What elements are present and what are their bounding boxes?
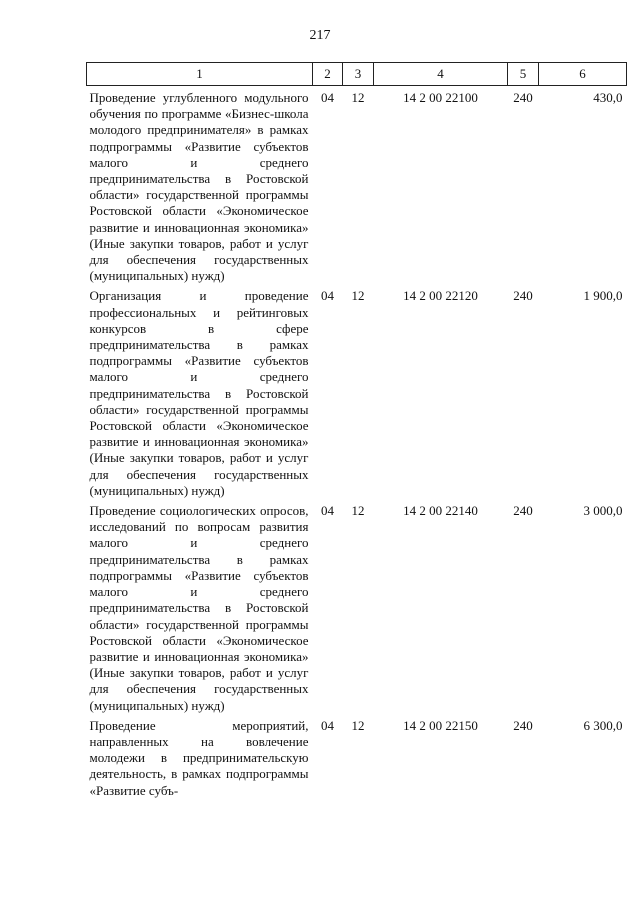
header-col-2: 2: [313, 63, 343, 86]
row-subsection: 12: [351, 503, 365, 519]
header-col-1: 1: [87, 63, 313, 86]
row-expense-type: 240: [513, 503, 533, 519]
row-amount: 3 000,0: [583, 503, 623, 519]
table-row: [87, 86, 627, 285]
row-description: Проведение углубленного модульного обучения по программе «Бизнес-школа молодого предпринимателя» в рамках подпрограммы «Развитие субъектов малого и среднего предпринимательства в Ростовской области» государственной программы Ростовской области «Экономическое развитие и инновационная экономика» (Иные закупки товаров, работ и услуг для обеспечения государственных (муниципальных) нужд): [89, 90, 309, 284]
header-col-5: 5: [508, 63, 539, 86]
budget-table: [86, 62, 627, 799]
row-section: 04: [321, 717, 334, 733]
header-col-4: 4: [374, 63, 508, 86]
row-section: 04: [321, 90, 334, 105]
row-expense-type: 240: [513, 717, 533, 733]
row-subsection: 12: [351, 90, 365, 105]
table-row: [87, 714, 627, 799]
row-amount: 1 900,0: [583, 288, 623, 304]
page-number: 217: [309, 28, 331, 43]
table-row: [87, 284, 627, 499]
table-header: [87, 63, 627, 86]
header-col-3: 3: [343, 63, 374, 86]
row-subsection: 12: [351, 717, 365, 733]
row-amount: 430,0: [593, 90, 623, 105]
row-target-code: 14 2 00 22150: [403, 717, 478, 733]
row-target-code: 14 2 00 22100: [403, 90, 478, 105]
row-description: Проведение социологических опросов, исследований по вопросам развития малого и среднего предпринимательства в рамках подпрограммы «Развитие субъектов малого и среднего предпринимательства в Ростовской области» государственной программы Ростовской области «Экономическое развитие и инновационная экономика» (Иные закупки товаров, работ и услуг для обеспечения государственных (муниципальных) нужд): [89, 503, 309, 713]
row-description: Организация и проведение профессиональных и рейтинговых конкурсов в сфере предпринимательства в рамках подпрограммы «Развитие субъектов малого и среднего предпринимательства в Ростовской области» государственной программы Ростовской области «Экономическое развитие и инновационная экономика» (Иные закупки товаров, работ и услуг для обеспечения государственных (муниципальных) нужд): [89, 288, 309, 498]
row-section: 04: [321, 288, 334, 304]
header-col-6: 6: [539, 63, 627, 86]
row-description: Проведение мероприятий, направленных на вовлечение молодежи в предпринимательскую деятельность, в рамках подпрограммы «Развитие субъ-: [89, 717, 309, 798]
row-target-code: 14 2 00 22120: [403, 288, 478, 304]
row-section: 04: [321, 503, 334, 519]
row-subsection: 12: [351, 288, 365, 304]
table-row: [87, 499, 627, 714]
row-expense-type: 240: [513, 90, 533, 105]
row-target-code: 14 2 00 22140: [403, 503, 478, 519]
row-amount: 6 300,0: [583, 717, 623, 733]
row-expense-type: 240: [513, 288, 533, 304]
